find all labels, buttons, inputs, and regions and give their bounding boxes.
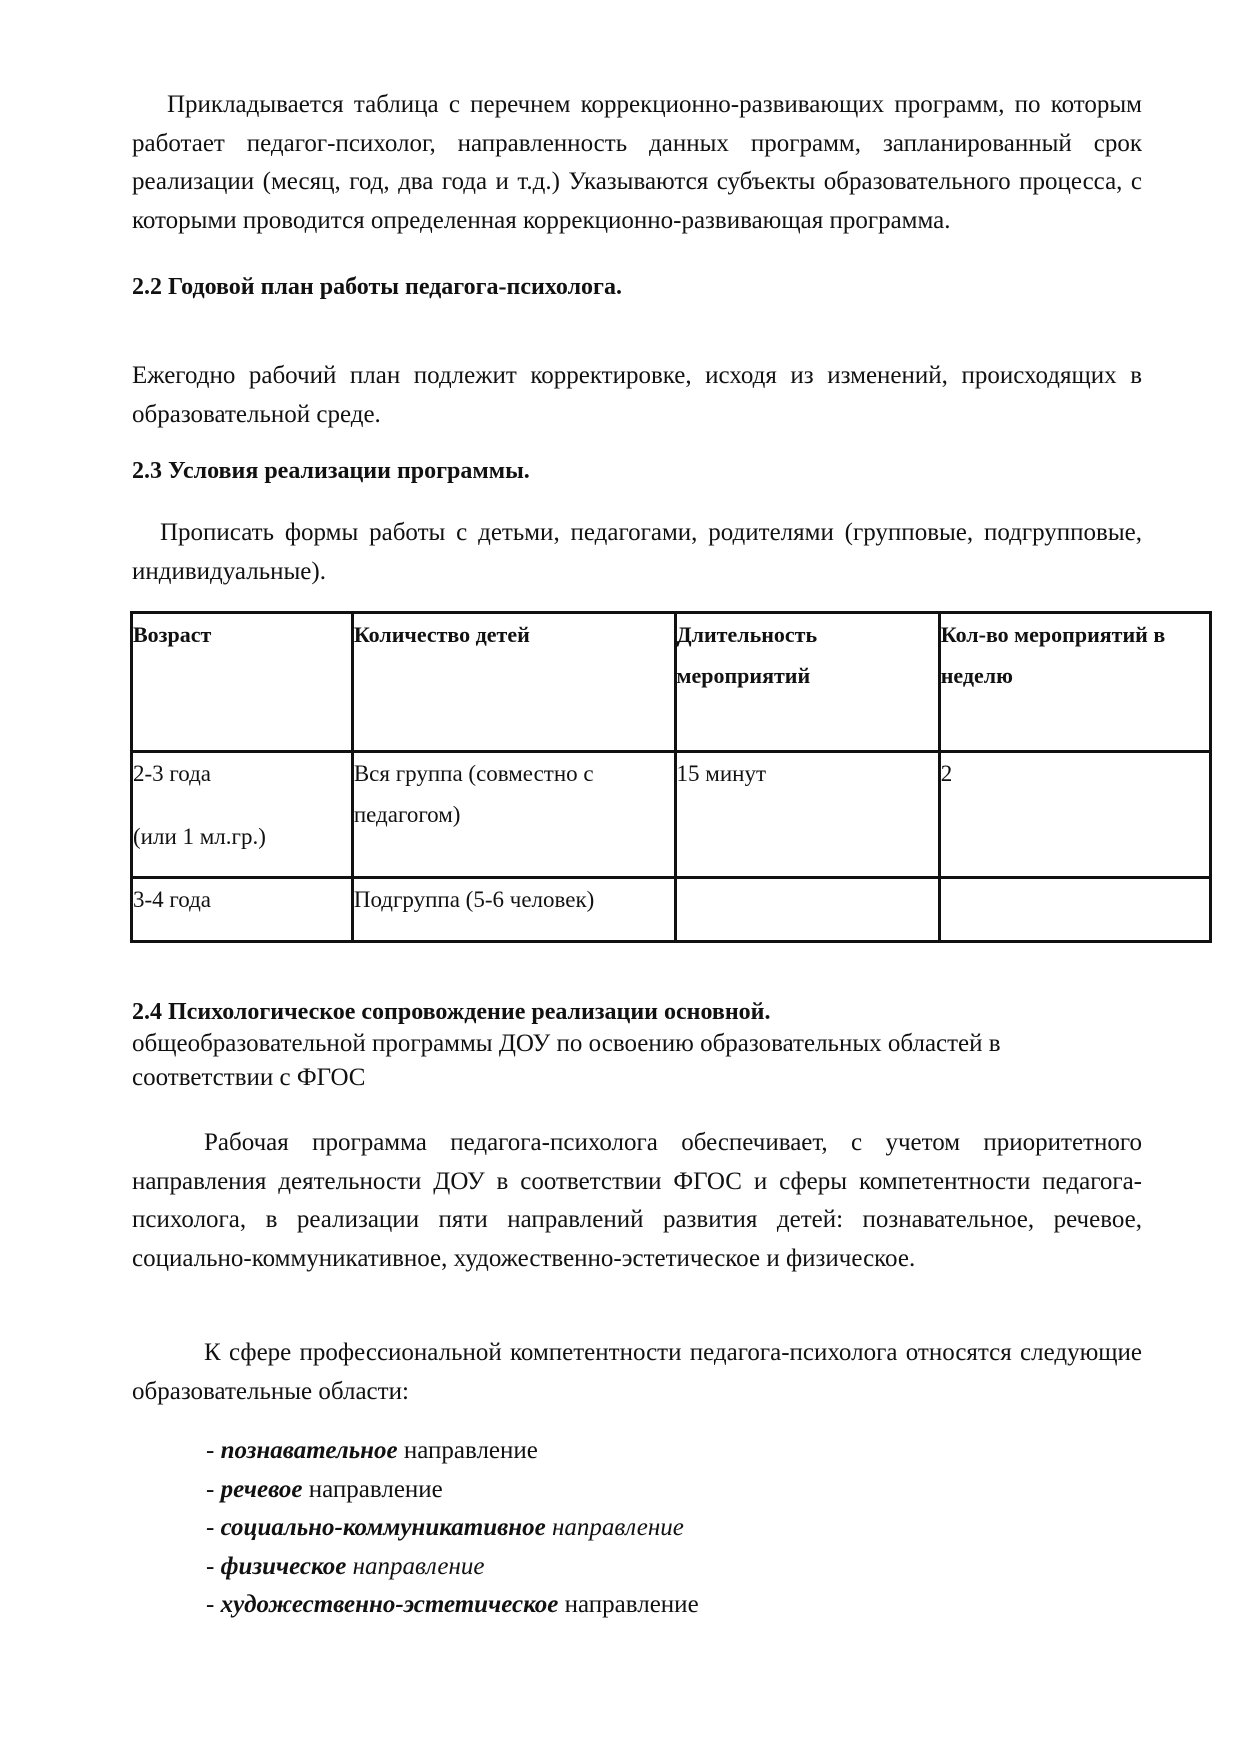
table-cell-per-week: 2	[939, 752, 1210, 878]
table-header-cell-age: Возраст	[132, 613, 353, 752]
section-2-2-paragraph: Ежегодно рабочий план подлежит корректировке, исходя из изменений, происходящих в образовательной среде.	[132, 362, 1142, 428]
activities-table	[130, 611, 1212, 943]
table-cell-per-week	[939, 878, 1210, 942]
section-2-4-subheading: общеобразовательной программы ДОУ по освоению образовательных областей в соответствии с ФГОС	[132, 1030, 1001, 1091]
list-item: - социально-коммуникативное направление	[206, 1514, 684, 1541]
table-cell-duration	[675, 878, 939, 942]
table-cell-children: Подгруппа (5-6 человек)	[352, 878, 675, 942]
table-cell-children: Вся группа (совместно с педагогом)	[352, 752, 675, 878]
list-item: - физическое направление	[206, 1552, 485, 1580]
table-cell-duration: 15 минут	[675, 752, 939, 878]
list-item: - речевое направление	[206, 1475, 443, 1503]
table-row	[132, 878, 1211, 942]
table-header-cell-children: Количество детей	[352, 613, 675, 752]
table-header-cell-duration: Длительность мероприятий	[675, 613, 939, 752]
section-2-4-paragraph-2: К сфере профессиональной компетентности педагога-психолога относятся следующие образовательные области:	[132, 1339, 1142, 1405]
section-2-3-paragraph: Прописать формы работы с детьми, педагогами, родителями (групповые, подгрупповые, индивидуальные).	[132, 519, 1142, 585]
section-2-3-heading: 2.3 Условия реализации программы.	[132, 458, 530, 484]
table-header-row	[132, 613, 1211, 752]
intro-paragraph: Прикладывается таблица с перечнем коррекционно-развивающих программ, по которым работает педагог-психолог, направленность данных программ, запланированный срок реализации (месяц, год, два года и т.д.) Указываются субъекты образовательного процесса, с которыми проводится определенная коррекционно-развивающая программа.	[132, 91, 1142, 234]
table-header-cell-per-week: Кол-во мероприятий в неделю	[939, 613, 1210, 752]
table-row	[132, 752, 1211, 878]
table-cell-age: 3-4 года	[132, 878, 353, 942]
section-2-4-heading: 2.4 Психологическое сопровождение реализации основной.	[132, 999, 771, 1025]
section-2-4-paragraph-1: Рабочая программа педагога-психолога обеспечивает, с учетом приоритетного направления деятельности ДОУ в соответствии ФГОС и сферы компетентности педагога-психолога, в реализации пяти направлений развития детей: познавательное, речевое, социально-коммуникативное, художественно-эстетическое и физическое.	[132, 1129, 1142, 1272]
list-item: - познавательное направление	[206, 1437, 538, 1464]
table-cell-age: 2-3 года (или 1 мл.гр.)	[132, 752, 353, 878]
list-item: - художественно-эстетическое направление	[206, 1591, 699, 1618]
section-2-2-heading: 2.2 Годовой план работы педагога-психолога.	[132, 274, 622, 300]
education-areas-list	[206, 1432, 699, 1625]
